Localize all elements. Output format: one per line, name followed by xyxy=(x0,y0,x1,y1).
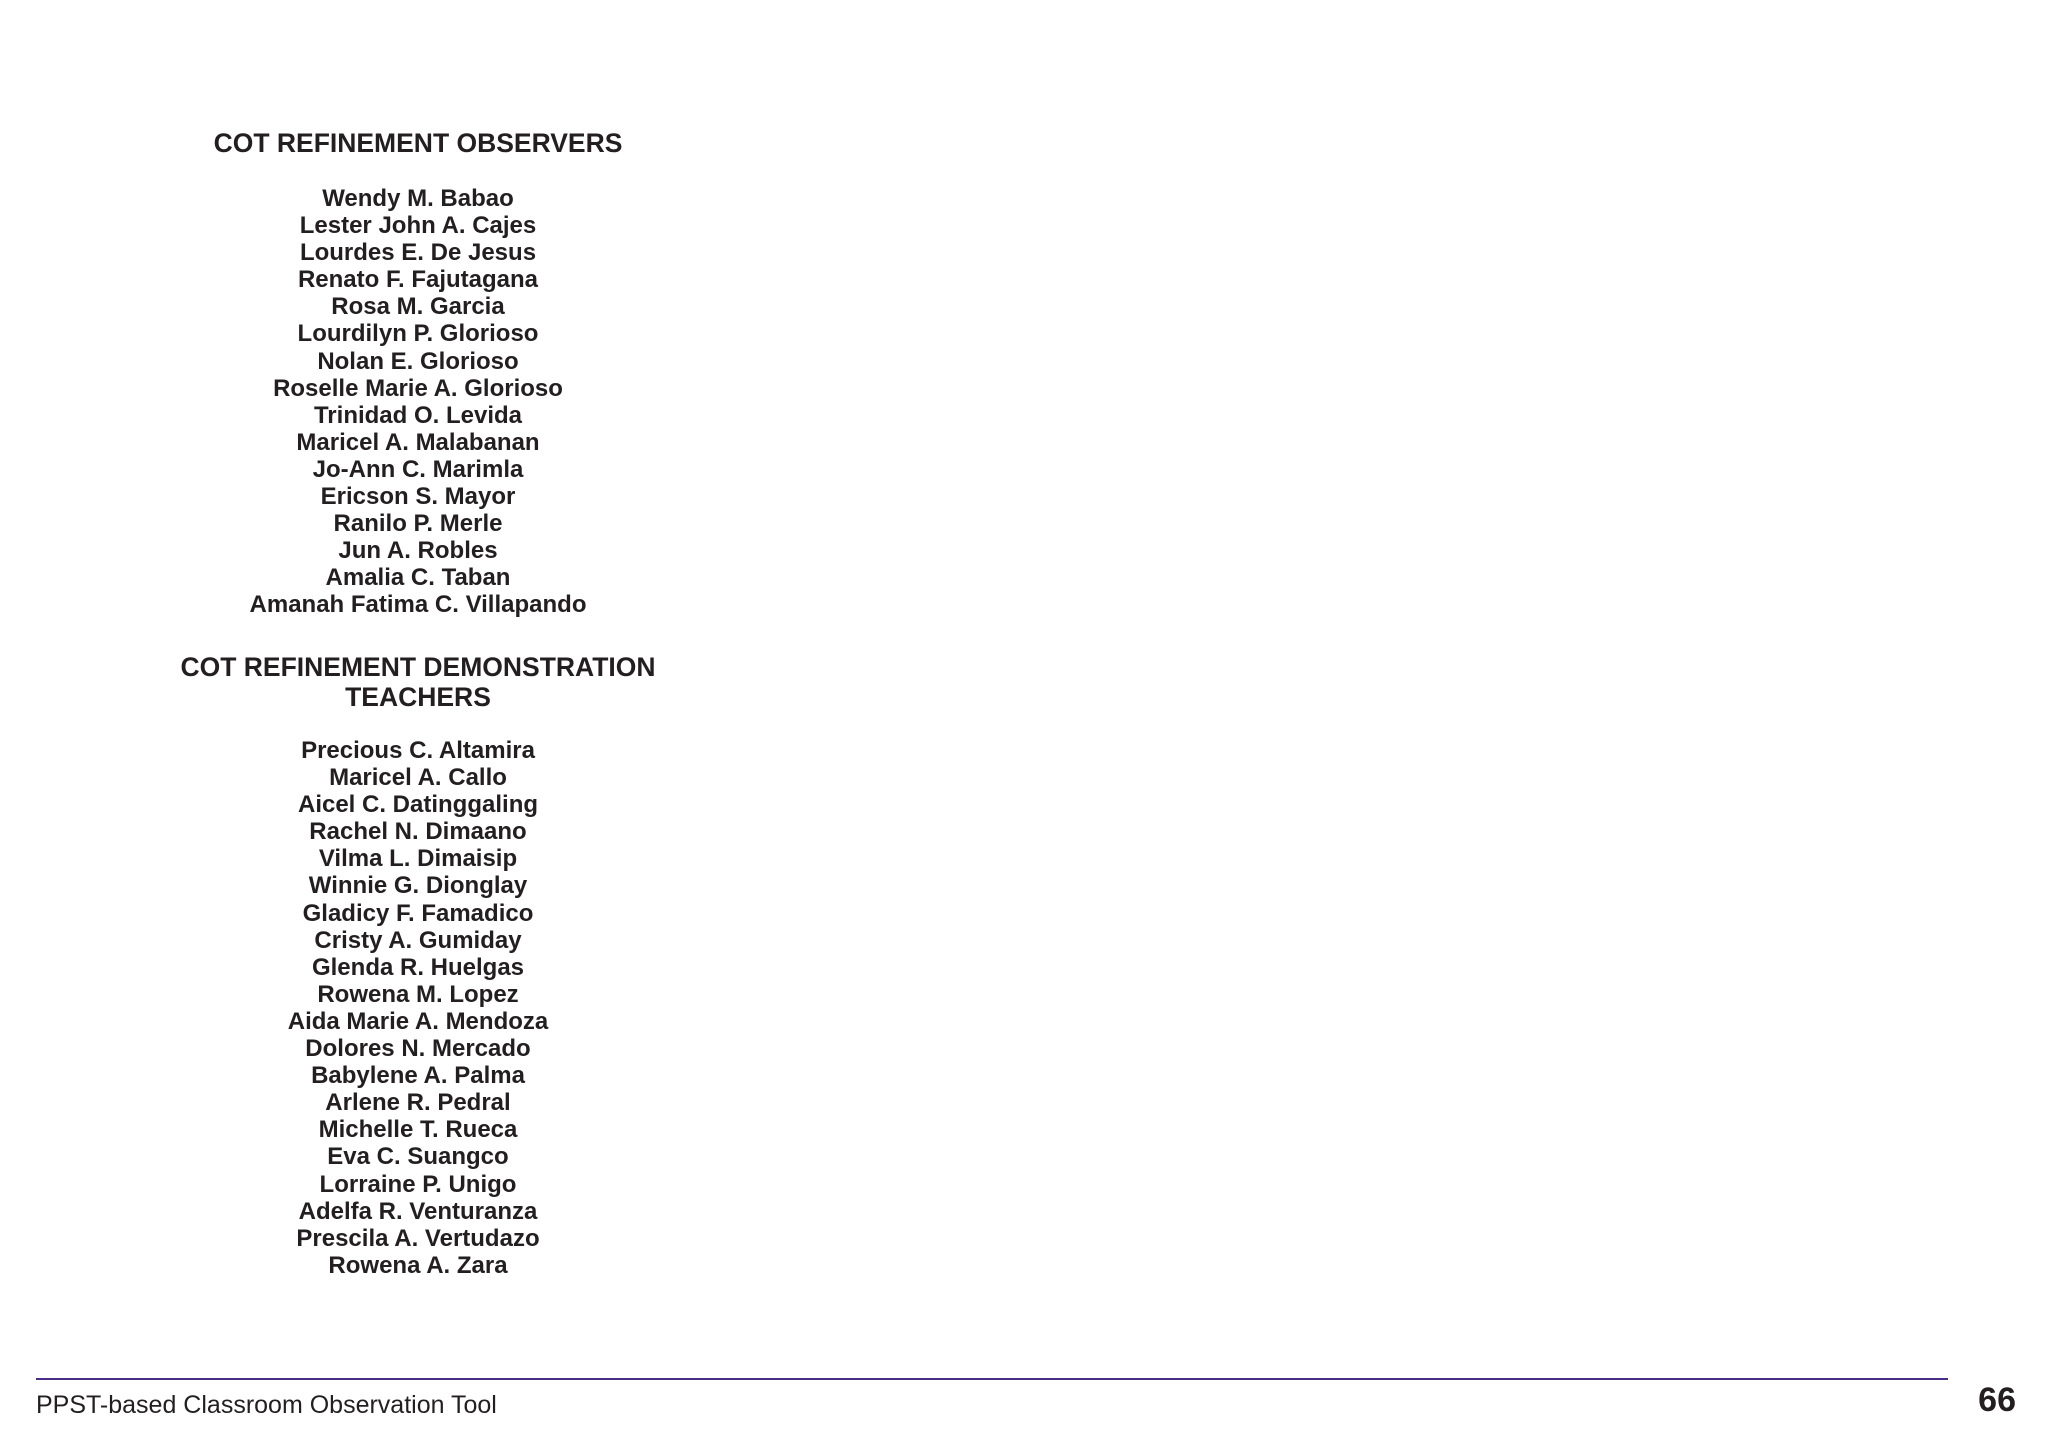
list-item: Winnie G. Dionglay xyxy=(308,872,528,900)
footer-title: PPST-based Classroom Observation Tool xyxy=(36,1391,497,1419)
page-number: 66 xyxy=(1978,1381,2016,1419)
list-item: Lorraine P. Unigo xyxy=(319,1170,517,1198)
list-item: Gladicy F. Famadico xyxy=(302,899,534,927)
list-item: Maricel A. Callo xyxy=(329,764,507,792)
list-item: Precious C. Altamira xyxy=(301,737,535,764)
observers-heading: COT REFINEMENT OBSERVERS xyxy=(213,128,623,158)
list-item: Jo-Ann C. Marimla xyxy=(312,455,524,483)
list-item: Cristy A. Gumiday xyxy=(314,926,522,954)
demonstration-teachers-list xyxy=(158,737,678,1279)
list-item: Lourdes E. De Jesus xyxy=(299,239,537,267)
list-item: Jun A. Robles xyxy=(338,537,498,565)
list-item: Ranilo P. Merle xyxy=(333,510,503,538)
list-item: Vilma L. Dimaisip xyxy=(318,845,518,873)
list-item: Glenda R. Huelgas xyxy=(311,953,525,981)
list-item: Rowena M. Lopez xyxy=(317,980,519,1008)
list-item: Babylene A. Palma xyxy=(311,1062,525,1090)
list-item: Lester John A. Cajes xyxy=(299,212,537,240)
list-item: Rachel N. Dimaano xyxy=(309,818,527,846)
demonstration-teachers-heading xyxy=(158,652,678,712)
list-item: Amanah Fatima C. Villapando xyxy=(249,591,587,619)
list-item: Renato F. Fajutagana xyxy=(297,266,539,294)
list-item: Maricel A. Malabanan xyxy=(296,428,540,456)
footer-rule xyxy=(36,1378,1948,1380)
list-item: Nolan E. Glorioso xyxy=(317,347,519,375)
list-item: Aida Marie A. Mendoza xyxy=(287,1007,549,1035)
list-item: Adelfa R. Venturanza xyxy=(298,1197,538,1225)
list-item: Eva C. Suangco xyxy=(327,1143,509,1171)
list-item: Ericson S. Mayor xyxy=(320,483,516,511)
list-item: Amalia C. Taban xyxy=(325,564,511,592)
list-item: Rowena A. Zara xyxy=(328,1251,508,1279)
list-item: Arlene R. Pedral xyxy=(325,1089,511,1117)
list-item: Rosa M. Garcia xyxy=(331,293,505,321)
heading-line-1: COT REFINEMENT DEMONSTRATION xyxy=(180,652,656,682)
list-item: Aicel C. Datinggaling xyxy=(297,791,539,819)
heading-line-2: TEACHERS xyxy=(345,682,491,712)
list-item: Roselle Marie A. Glorioso xyxy=(273,374,563,402)
list-item: Lourdilyn P. Glorioso xyxy=(297,320,539,348)
observers-list xyxy=(158,185,678,619)
list-item: Prescila A. Vertudazo xyxy=(296,1224,540,1252)
list-item: Michelle T. Rueca xyxy=(318,1116,518,1144)
list-item: Dolores N. Mercado xyxy=(305,1035,531,1063)
list-item: Wendy M. Babao xyxy=(322,185,514,212)
list-item: Trinidad O. Levida xyxy=(313,401,523,429)
